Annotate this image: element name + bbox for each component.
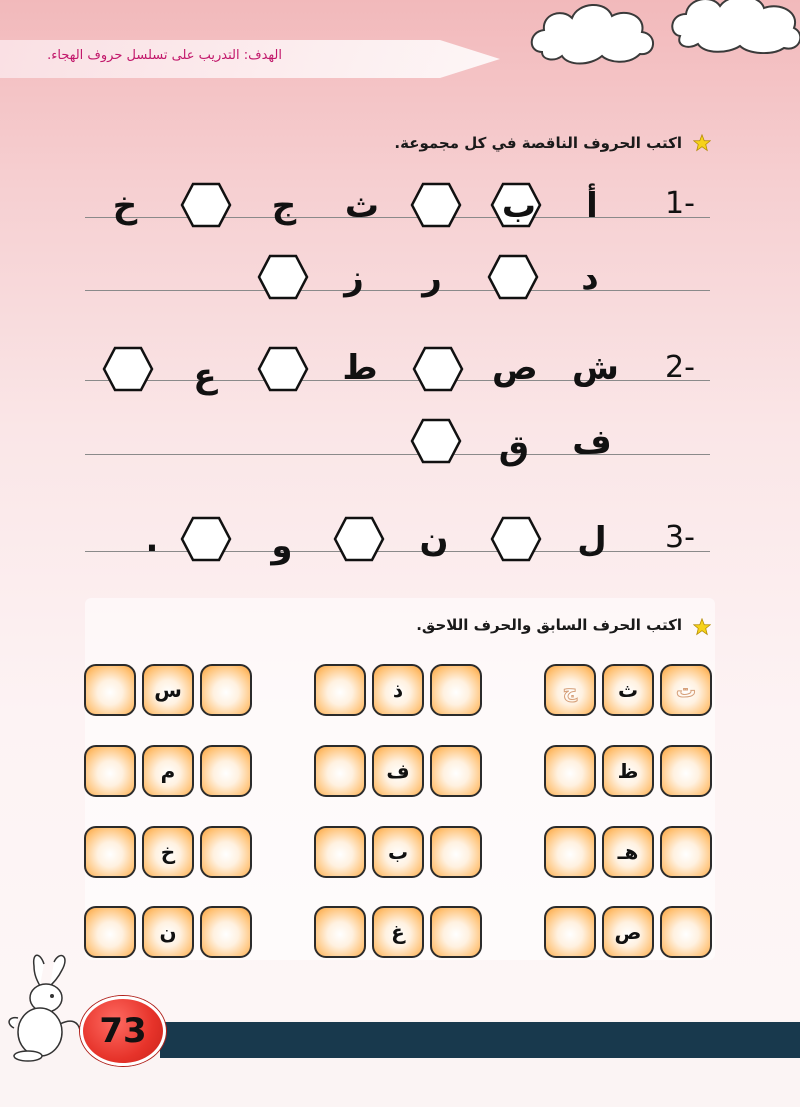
- missing-letter-box[interactable]: [487, 254, 539, 300]
- missing-letter-box[interactable]: [490, 516, 542, 562]
- answer-tile-before[interactable]: [84, 906, 136, 958]
- missing-letter-box[interactable]: [410, 182, 462, 228]
- given-letter: ب: [501, 186, 537, 226]
- given-letter-tile: ث: [602, 664, 654, 716]
- answer-tile-before[interactable]: [544, 664, 596, 716]
- given-letter-tile: ص: [602, 906, 654, 958]
- missing-letter-box[interactable]: [410, 418, 462, 464]
- rabbit-mascot-icon: [4, 952, 84, 1062]
- missing-letter-box[interactable]: [180, 516, 232, 562]
- given-letter: ن: [419, 520, 449, 560]
- given-letter: ق: [498, 428, 530, 468]
- given-letter-tile: ن: [142, 906, 194, 958]
- page-number-badge: 73: [80, 996, 166, 1066]
- answer-tile-after[interactable]: [200, 826, 252, 878]
- answer-tile-before[interactable]: [544, 745, 596, 797]
- group-number: 2-: [665, 350, 695, 385]
- answer-tile-after[interactable]: [660, 826, 712, 878]
- given-letter-tile: غ: [372, 906, 424, 958]
- writing-line: [85, 290, 710, 291]
- answer-tile-after[interactable]: [430, 906, 482, 958]
- group-number: 1-: [665, 186, 695, 221]
- answer-tile-after[interactable]: [660, 906, 712, 958]
- given-letter: ص: [492, 348, 538, 388]
- cloud-decoration: [668, 0, 800, 54]
- answer-tile-before[interactable]: [314, 745, 366, 797]
- given-letter-tile: هـ: [602, 826, 654, 878]
- exercise1-instruction: اكتب الحروف الناقصة في كل مجموعة.: [394, 134, 682, 152]
- answer-tile-before[interactable]: [84, 664, 136, 716]
- writing-line: [85, 551, 710, 552]
- answer-tile-after[interactable]: [430, 664, 482, 716]
- given-letter: ش: [572, 348, 619, 388]
- answer-tile-before[interactable]: [84, 826, 136, 878]
- given-letter-tile: م: [142, 745, 194, 797]
- answer-tile-before[interactable]: [84, 745, 136, 797]
- writing-line: [85, 454, 710, 455]
- answer-tile-after[interactable]: [200, 745, 252, 797]
- star-icon: [693, 134, 711, 152]
- missing-letter-box[interactable]: [412, 346, 464, 392]
- given-letter: ج: [271, 186, 297, 226]
- exercise2-instruction: اكتب الحرف السابق والحرف اللاحق.: [416, 616, 682, 634]
- answer-tile-before[interactable]: [314, 906, 366, 958]
- answer-tile-after[interactable]: [200, 906, 252, 958]
- given-letter: ز: [344, 258, 364, 298]
- cloud-decoration: [528, 0, 658, 68]
- answer-tile-after[interactable]: [660, 745, 712, 797]
- given-letter: ف: [572, 422, 612, 462]
- given-letter: د: [581, 258, 599, 298]
- given-letter: خ: [112, 186, 138, 226]
- given-letter-tile: خ: [142, 826, 194, 878]
- star-icon: [693, 618, 711, 636]
- group-number: 3-: [665, 520, 695, 555]
- tracing-hint: ج: [562, 678, 578, 702]
- goal-text: الهدف: التدريب على تسلسل حروف الهجاء.: [47, 48, 282, 63]
- given-letter-tile: س: [142, 664, 194, 716]
- answer-tile-before[interactable]: [314, 826, 366, 878]
- given-letter: و: [271, 526, 293, 566]
- given-letter: ر: [422, 258, 442, 298]
- given-letter: .: [145, 520, 159, 560]
- given-letter-tile: ف: [372, 745, 424, 797]
- given-letter-tile: ظ: [602, 745, 654, 797]
- missing-letter-box[interactable]: [257, 254, 309, 300]
- missing-letter-box[interactable]: [257, 346, 309, 392]
- missing-letter-box[interactable]: [333, 516, 385, 562]
- writing-line: [85, 217, 710, 218]
- given-letter-tile: ب: [372, 826, 424, 878]
- missing-letter-box[interactable]: [180, 182, 232, 228]
- footer-bar: [160, 1022, 800, 1058]
- given-letter: ل: [577, 520, 607, 560]
- given-letter: ع: [193, 356, 217, 396]
- given-letter: ط: [342, 348, 378, 388]
- given-letter: أ: [586, 186, 598, 226]
- answer-tile-after[interactable]: [660, 664, 712, 716]
- missing-letter-box[interactable]: [102, 346, 154, 392]
- tracing-hint: ت: [675, 678, 697, 702]
- answer-tile-before[interactable]: [544, 826, 596, 878]
- answer-tile-before[interactable]: [544, 906, 596, 958]
- answer-tile-before[interactable]: [314, 664, 366, 716]
- answer-tile-after[interactable]: [430, 745, 482, 797]
- answer-tile-after[interactable]: [430, 826, 482, 878]
- answer-tile-after[interactable]: [200, 664, 252, 716]
- given-letter-tile: ذ: [372, 664, 424, 716]
- given-letter: ث: [344, 186, 380, 226]
